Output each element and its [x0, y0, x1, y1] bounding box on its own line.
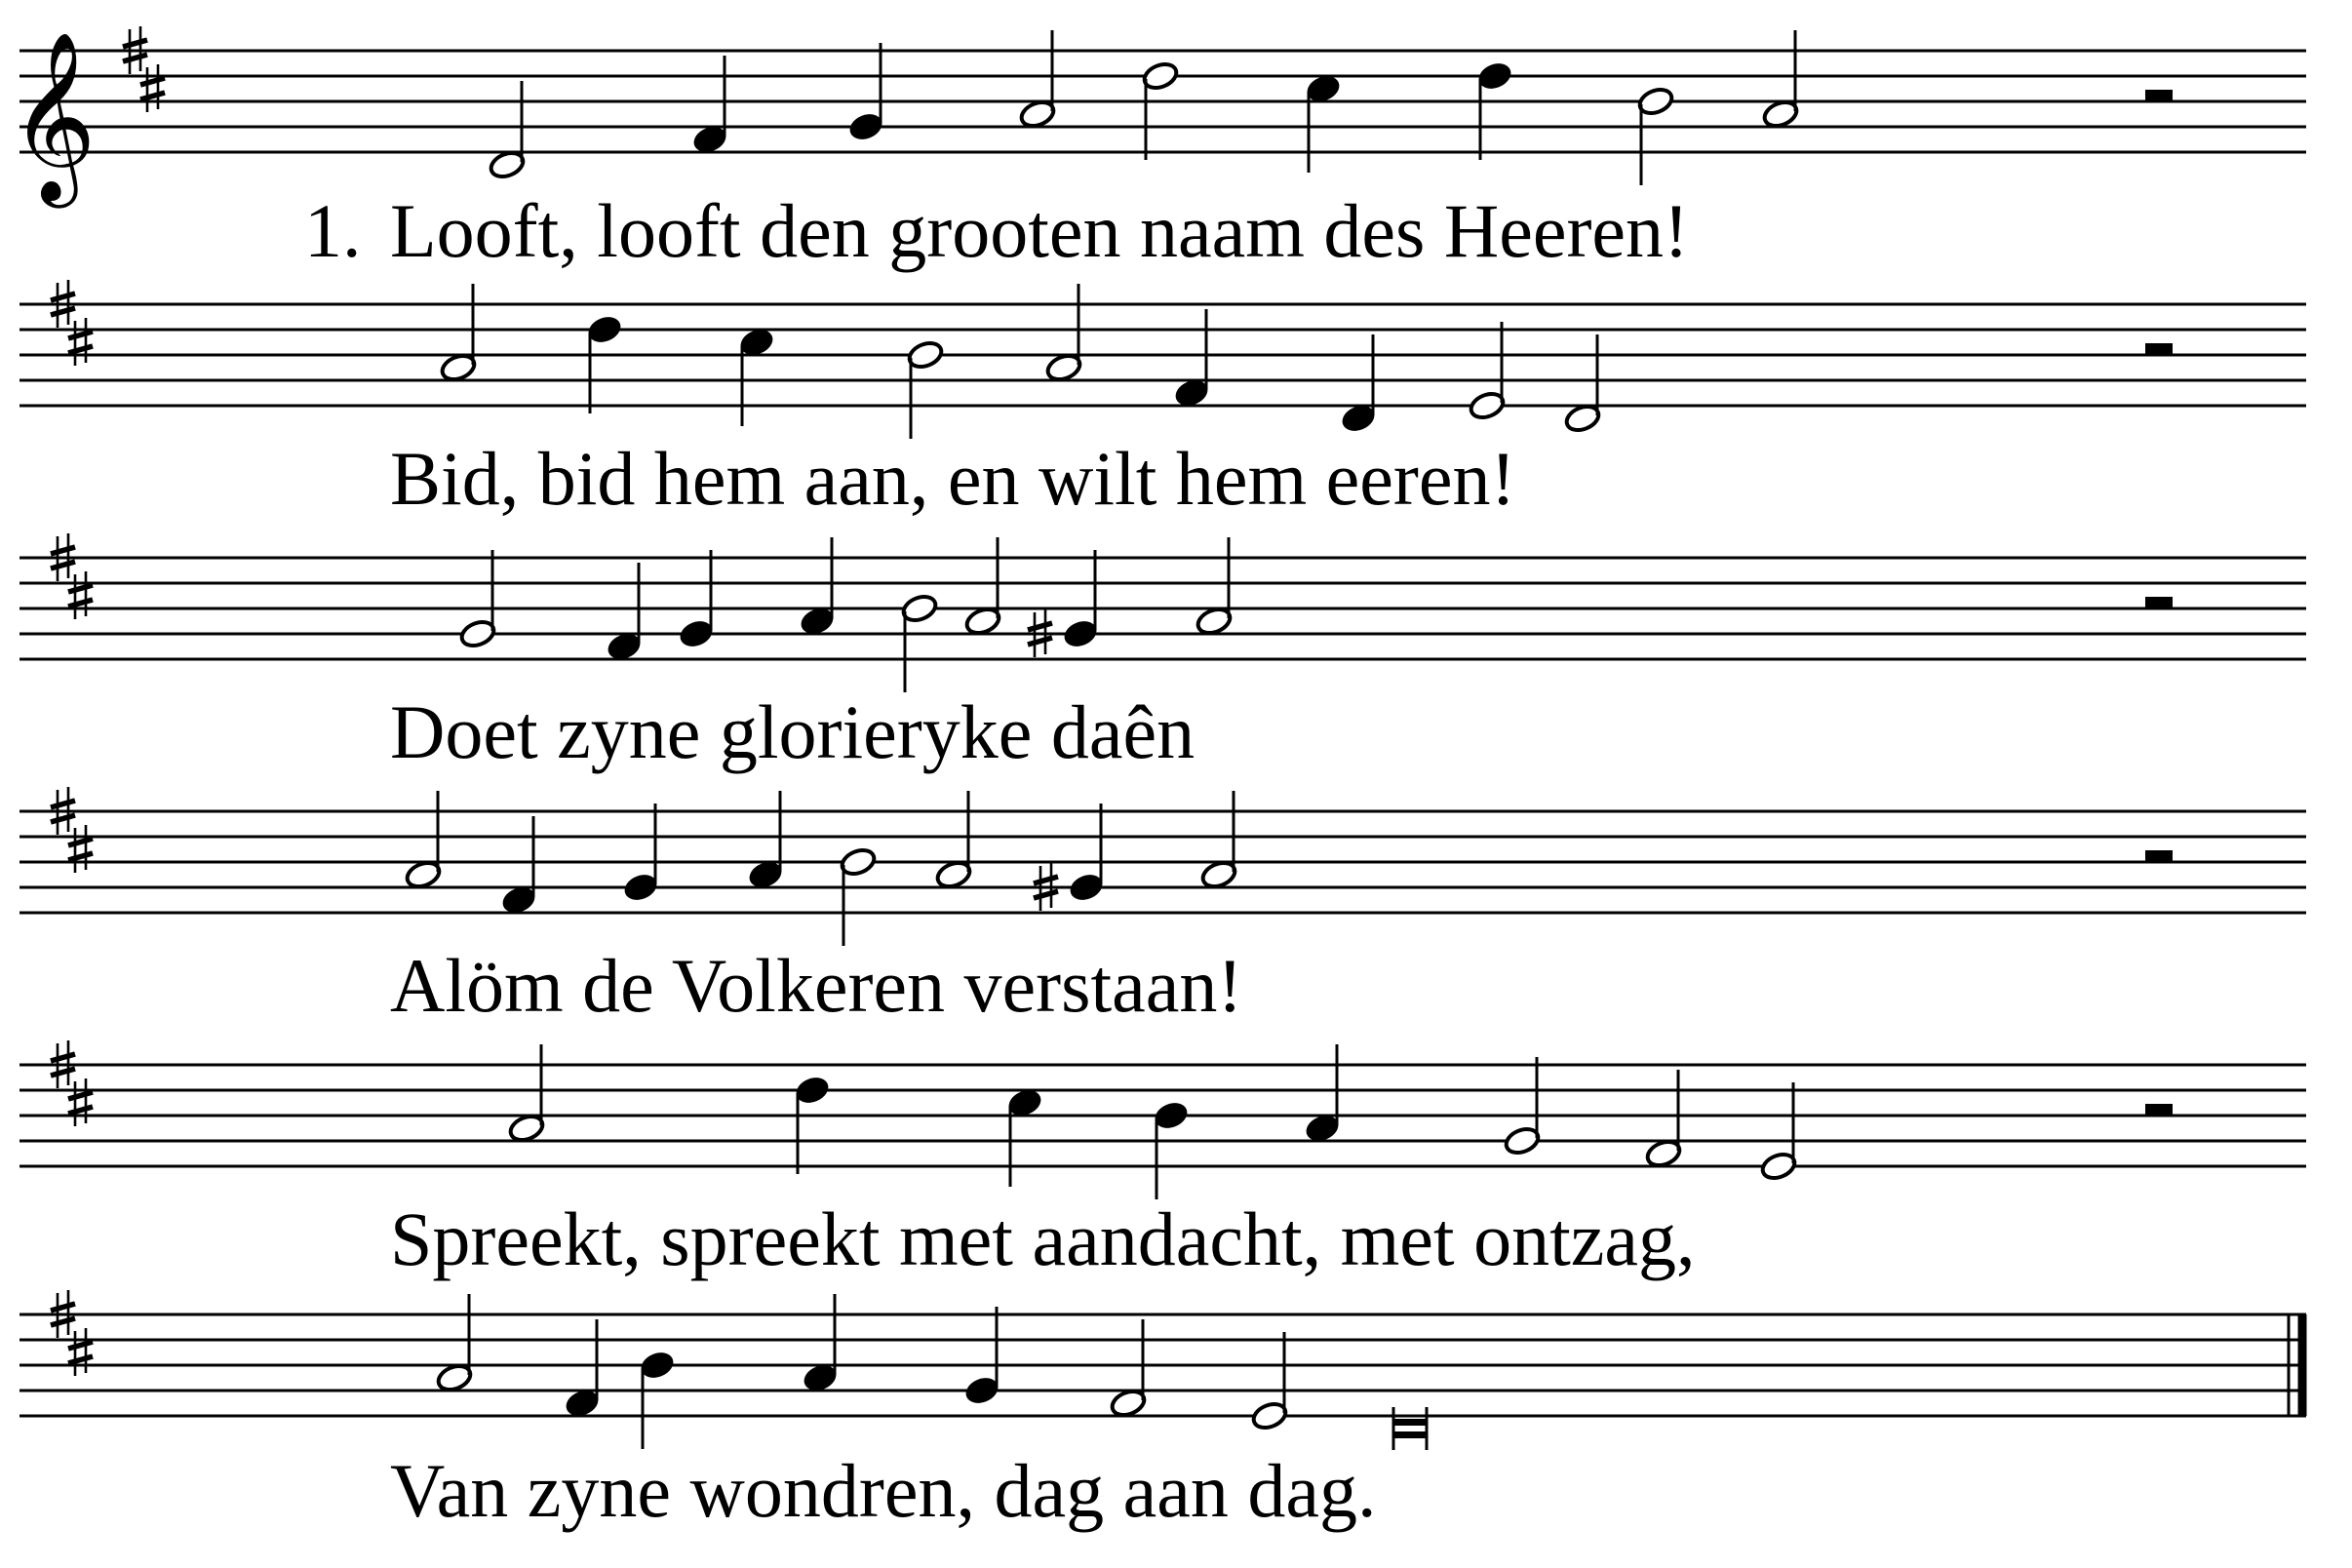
lyric-line-5: Spreekt, spreekt met aandacht, met ontzag,	[390, 1196, 1696, 1281]
half-rest	[2145, 90, 2173, 101]
half-rest	[2145, 597, 2173, 608]
key-signature-sharp-c	[140, 64, 165, 112]
half-rest	[2145, 1104, 2173, 1116]
lyric-line-6: Van zyne wondren, dag aan dag.	[390, 1448, 1377, 1533]
lyric-line-2: Bid, bid hem aan, en wilt hem eeren!	[390, 436, 1516, 521]
key-signature-sharp-c	[68, 1328, 93, 1376]
lyric-line-3: Doet zyne glorieryke daên	[390, 689, 1196, 774]
breve-note	[1393, 1431, 1427, 1438]
lyric-line-4: Alöm de Volkeren verstaan!	[390, 943, 1243, 1028]
key-signature-sharp-c	[68, 571, 93, 619]
key-signature-sharp-c	[68, 318, 93, 366]
breve-note	[1393, 1419, 1427, 1426]
half-rest	[2145, 850, 2173, 862]
key-signature-sharp-c	[68, 825, 93, 873]
half-rest	[2145, 343, 2173, 355]
verse-number: 1.	[304, 188, 362, 273]
key-signature-sharp-c	[68, 1078, 93, 1126]
treble-clef: 𝄞	[10, 31, 97, 201]
lyric-line-1: Looft, looft den grooten naam des Heeren!	[390, 188, 1690, 273]
